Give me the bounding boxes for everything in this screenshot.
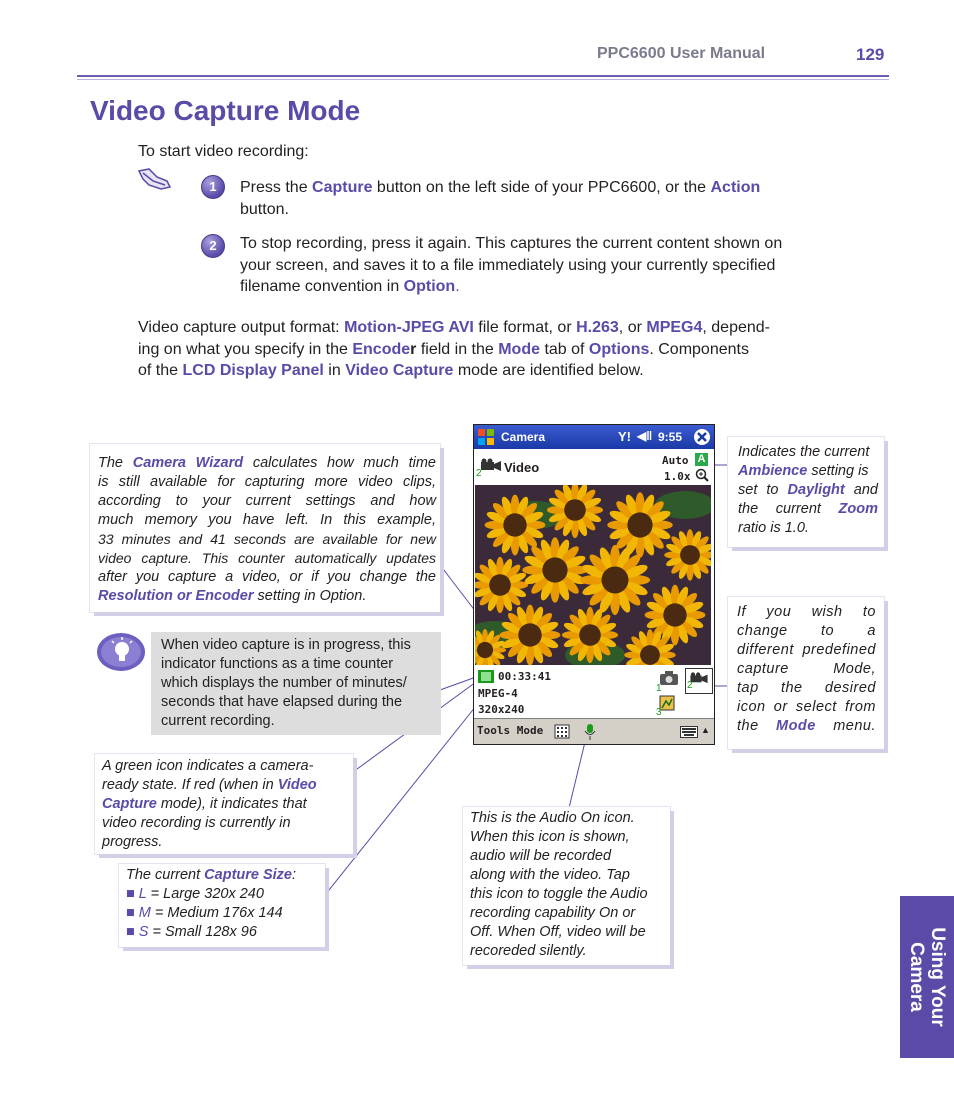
callout-capture-mode: If you wish to change to a different predefined capture Mode, tap the desired icon or select from the Mode menu. (728, 597, 884, 749)
mode-1-number: 1 (656, 683, 662, 694)
video-mode-button[interactable] (685, 668, 713, 694)
callout-capture-size: The current Capture Size: ■ L = Large 320x 240 ■ M = Medium 176x 144 ■ S = Small 128x 96 (119, 864, 325, 947)
mode-2-number: 2 (687, 680, 693, 691)
side-tab-label: Using Your Camera (906, 927, 948, 1027)
note-time-counter: When video capture is in progress, this indicator functions as a time counter which displays the number of minutes/ seconds that have elapsed during the current recording. (151, 632, 441, 735)
camera-ready-icon (478, 670, 494, 683)
camera-preview-sunflowers (475, 485, 711, 665)
audio-on-icon[interactable] (584, 723, 596, 741)
signal-icon: Y! (618, 429, 631, 444)
step-2-text: To stop recording, press it again. This captures the current content shown on your screen, and saves it to a file immediately using your currently specified filename convention in Option. (240, 235, 783, 295)
mode-3-number: 3 (656, 707, 662, 718)
manual-title: PPC6600 User Manual (597, 45, 766, 62)
page-number: 129 (856, 45, 885, 64)
video-camera-icon (480, 458, 502, 472)
size-item-large: ■ L = Large 320x 240 (126, 886, 264, 902)
callout-camera-wizard: The Camera Wizard calculates how much time is still available for capturing more video clips, according to your current settings and how much memory you have left. In this example, 33 minutes and 41 seconds are available for new video capture. This counter automatically updates after you capture a video, or if you change the Resolution or Encoder setting in Option. (90, 444, 440, 612)
mode-number: 2 (476, 468, 482, 479)
intro-text: To start video recording: (138, 143, 309, 160)
lightbulb-tip-icon (96, 631, 146, 673)
close-icon[interactable] (693, 428, 711, 446)
capture-size-label: 320x240 (478, 703, 525, 716)
encoder-label: MPEG-4 (478, 687, 518, 700)
ambience-badge[interactable]: A (695, 453, 708, 466)
callout-audio-icon: This is the Audio On icon. When this icon is shown, audio will be recorded along with the video. Tap this icon to toggle the Audio recording capability On or Off. When Off, video will be recoreded silently. (463, 807, 670, 965)
step-1-text: Press the Capture button on the left side of your PPC6600, or the Action button. (240, 179, 761, 218)
size-item-medium: ■ M = Medium 176x 144 (126, 905, 283, 921)
ambience-value: Auto (662, 454, 689, 467)
section-side-tab[interactable] (900, 896, 954, 1058)
device-title-bar (474, 425, 714, 449)
device-mode-label: Video (504, 460, 540, 475)
device-clock: 9:55 (658, 430, 683, 444)
callout-green-icon: A green icon indicates a camera- ready state. If red (when in Video Capture mode), it indicates that video recording is currently in progress. (95, 754, 353, 854)
page-title: Video Capture Mode (90, 95, 361, 126)
zoom-value: 1.0x (664, 470, 691, 483)
size-item-small: ■ S = Small 128x 96 (126, 924, 257, 940)
device-app-name: Camera (501, 430, 546, 444)
time-counter: 00:33:41 (498, 670, 551, 683)
grid-icon[interactable] (554, 724, 570, 739)
format-paragraph: Video capture output format: Motion-JPEG AVI file format, or H.263, or MPEG4, depend- ing on what you specify in the Encoder field in the Mode tab of Options. Components of the LCD Display Panel in Video Capture mode are identified below. (138, 319, 770, 379)
zoom-icon[interactable] (695, 468, 709, 482)
tools-mode-menu[interactable]: Tools Mode (477, 724, 544, 737)
speaker-icon: ◀‖ (637, 429, 653, 443)
callout-ambience: Indicates the current Ambience setting is set to Daylight and the current Zoom ratio is 1.0. (728, 437, 884, 547)
step-2-badge: 2 (201, 234, 225, 258)
device-screen (473, 424, 715, 745)
still-camera-icon[interactable] (659, 670, 679, 686)
device-menu-bar (474, 718, 714, 745)
keyboard-icon[interactable] (680, 726, 698, 738)
step-1-badge: 1 (201, 175, 225, 199)
sip-arrow-icon[interactable]: ▲ (701, 725, 710, 735)
windows-start-icon[interactable] (477, 428, 495, 446)
